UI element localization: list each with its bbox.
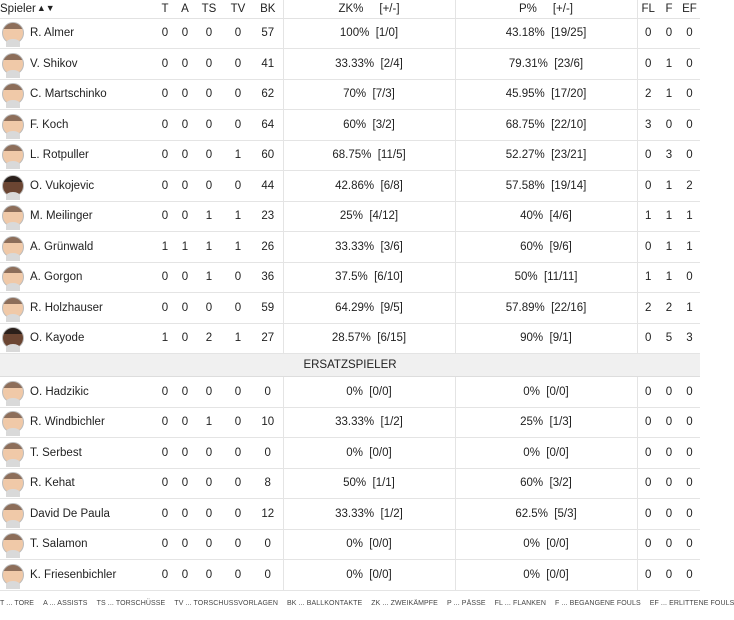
player-avatar: [2, 236, 24, 258]
stat-ts: 0: [195, 560, 223, 591]
player-name[interactable]: T. Salamon: [30, 538, 88, 551]
stat-ts: 1: [195, 201, 223, 232]
stat-a: 0: [175, 49, 195, 80]
stat-t: 0: [155, 499, 175, 530]
stat-p: 0% [0/0]: [455, 529, 637, 560]
stat-tv: 1: [223, 323, 253, 354]
col-header-f[interactable]: F: [659, 0, 679, 18]
stat-ef: 0: [679, 18, 700, 49]
stat-a: 0: [175, 407, 195, 438]
stat-t: 0: [155, 18, 175, 49]
stat-t: 0: [155, 49, 175, 80]
stat-ef: 0: [679, 529, 700, 560]
subs-header-body: [0, 354, 700, 377]
player-avatar: [2, 297, 24, 319]
legend: [0, 591, 734, 607]
player-row[interactable]: [0, 529, 700, 560]
stat-zk: 28.57% [6/15]: [283, 323, 455, 354]
stat-f: 1: [659, 79, 679, 110]
col-header-t[interactable]: T: [155, 0, 175, 18]
player-avatar: [2, 411, 24, 433]
stat-p: 62.5% [5/3]: [455, 499, 637, 530]
stat-bk: 23: [253, 201, 283, 232]
stat-tv: 0: [223, 171, 253, 202]
stat-ef: 0: [679, 110, 700, 141]
stat-bk: 0: [253, 438, 283, 469]
player-avatar: [2, 83, 24, 105]
stat-p: 57.89% [22/16]: [455, 293, 637, 324]
player-name[interactable]: A. Grünwald: [30, 240, 94, 253]
stat-p: 79.31% [23/6]: [455, 49, 637, 80]
stat-a: 0: [175, 140, 195, 171]
player-avatar: [2, 472, 24, 494]
player-cell[interactable]: [0, 468, 155, 499]
player-name[interactable]: T. Serbest: [30, 446, 82, 459]
player-avatar: [2, 175, 24, 197]
player-cell[interactable]: [0, 201, 155, 232]
stat-bk: 44: [253, 171, 283, 202]
stat-fl: 0: [637, 323, 659, 354]
stat-ts: 0: [195, 18, 223, 49]
stat-t: 0: [155, 79, 175, 110]
stat-ts: 0: [195, 79, 223, 110]
stat-t: 0: [155, 140, 175, 171]
player-row[interactable]: [0, 140, 700, 171]
stat-ts: 0: [195, 529, 223, 560]
stat-f: 0: [659, 438, 679, 469]
stat-ts: 0: [195, 499, 223, 530]
stat-p: 45.95% [17/20]: [455, 79, 637, 110]
player-row[interactable]: [0, 377, 700, 408]
player-cell[interactable]: [0, 293, 155, 324]
stat-f: 0: [659, 529, 679, 560]
col-header-spieler-label: Spieler: [0, 2, 36, 15]
player-row[interactable]: [0, 323, 700, 354]
stat-zk: 33.33% [3/6]: [283, 232, 455, 263]
player-name[interactable]: R. Almer: [30, 27, 75, 40]
legend-item: A ... ASSISTS: [43, 599, 88, 607]
col-header-tv[interactable]: TV: [223, 0, 253, 18]
player-avatar: [2, 533, 24, 555]
stat-f: 0: [659, 499, 679, 530]
stat-f: 1: [659, 49, 679, 80]
stat-ef: 0: [679, 262, 700, 293]
col-header-ef[interactable]: EF: [679, 0, 700, 18]
stat-zk: 37.5% [6/10]: [283, 262, 455, 293]
stat-a: 0: [175, 293, 195, 324]
player-name[interactable]: O. Vukojevic: [30, 179, 95, 192]
stat-ef: 0: [679, 79, 700, 110]
player-cell[interactable]: [0, 171, 155, 202]
stat-a: 0: [175, 468, 195, 499]
stat-p: 57.58% [19/14]: [455, 171, 637, 202]
col-header-bk[interactable]: BK: [253, 0, 283, 18]
stat-tv: 1: [223, 201, 253, 232]
stat-f: 1: [659, 232, 679, 263]
player-row[interactable]: [0, 499, 700, 530]
stat-f: 0: [659, 407, 679, 438]
stat-ef: 0: [679, 140, 700, 171]
stat-ef: 3: [679, 323, 700, 354]
stat-bk: 0: [253, 560, 283, 591]
stat-ts: 0: [195, 110, 223, 141]
stat-tv: 0: [223, 377, 253, 408]
stat-ts: 0: [195, 438, 223, 469]
player-avatar: [2, 22, 24, 44]
stat-ef: 0: [679, 438, 700, 469]
stat-tv: 0: [223, 18, 253, 49]
player-row[interactable]: [0, 438, 700, 469]
player-avatar: [2, 503, 24, 525]
player-cell[interactable]: [0, 262, 155, 293]
stat-bk: 59: [253, 293, 283, 324]
legend-item: ZK ... ZWEIKÄMPFE: [371, 599, 438, 607]
stat-bk: 0: [253, 529, 283, 560]
legend-item: FL ... FLANKEN: [494, 599, 546, 607]
stat-f: 5: [659, 323, 679, 354]
stat-tv: 0: [223, 468, 253, 499]
stat-fl: 0: [637, 377, 659, 408]
stat-ef: 2: [679, 171, 700, 202]
stat-t: 0: [155, 529, 175, 560]
player-avatar: [2, 205, 24, 227]
stat-p: 50% [11/11]: [455, 262, 637, 293]
stat-tv: 1: [223, 232, 253, 263]
player-name[interactable]: R. Kehat: [30, 477, 75, 490]
player-cell[interactable]: [0, 499, 155, 530]
player-row[interactable]: [0, 201, 700, 232]
stat-tv: 0: [223, 560, 253, 591]
stat-fl: 2: [637, 293, 659, 324]
legend-item: P ... PÄSSE: [446, 599, 486, 607]
stat-bk: 0: [253, 377, 283, 408]
stat-ts: 1: [195, 262, 223, 293]
stat-p: 43.18% [19/25]: [455, 18, 637, 49]
stat-t: 0: [155, 171, 175, 202]
player-name[interactable]: O. Hadzikic: [30, 385, 89, 398]
stat-fl: 0: [637, 171, 659, 202]
stat-bk: 36: [253, 262, 283, 293]
stat-fl: 0: [637, 529, 659, 560]
legend-item: BK ... BALLKONTAKTE: [286, 599, 363, 607]
player-row[interactable]: [0, 560, 700, 591]
stat-p: 0% [0/0]: [455, 560, 637, 591]
player-avatar: [2, 53, 24, 75]
stat-ts: 1: [195, 407, 223, 438]
player-avatar: [2, 266, 24, 288]
stat-a: 0: [175, 323, 195, 354]
stat-zk: 42.86% [6/8]: [283, 171, 455, 202]
stat-t: 0: [155, 262, 175, 293]
stat-t: 0: [155, 110, 175, 141]
player-cell[interactable]: [0, 49, 155, 80]
player-row[interactable]: [0, 49, 700, 80]
stat-fl: 1: [637, 201, 659, 232]
player-name[interactable]: C. Martschinko: [30, 88, 107, 101]
player-name[interactable]: L. Rotpuller: [30, 149, 89, 162]
subs-header-row: [0, 354, 700, 377]
stat-a: 0: [175, 438, 195, 469]
stat-bk: 41: [253, 49, 283, 80]
stat-a: 0: [175, 171, 195, 202]
player-name[interactable]: K. Friesenbichler: [30, 568, 117, 581]
stat-bk: 10: [253, 407, 283, 438]
stat-zk: 68.75% [11/5]: [283, 140, 455, 171]
player-cell[interactable]: [0, 232, 155, 263]
stat-p: 52.27% [23/21]: [455, 140, 637, 171]
stat-t: 0: [155, 468, 175, 499]
stat-bk: 64: [253, 110, 283, 141]
stat-fl: 3: [637, 110, 659, 141]
player-avatar: [2, 564, 24, 586]
stat-zk: 33.33% [1/2]: [283, 407, 455, 438]
stat-tv: 0: [223, 293, 253, 324]
stat-zk: 33.33% [2/4]: [283, 49, 455, 80]
col-header-a[interactable]: A: [175, 0, 195, 18]
stat-p: 60% [9/6]: [455, 232, 637, 263]
player-cell[interactable]: [0, 377, 155, 408]
player-row[interactable]: [0, 262, 700, 293]
table-header-row: [0, 0, 700, 18]
stat-a: 0: [175, 499, 195, 530]
stat-p: 90% [9/1]: [455, 323, 637, 354]
player-name[interactable]: F. Koch: [30, 118, 69, 131]
stat-p: 68.75% [22/10]: [455, 110, 637, 141]
stat-tv: 0: [223, 438, 253, 469]
stat-zk: 0% [0/0]: [283, 529, 455, 560]
stat-bk: 26: [253, 232, 283, 263]
stat-fl: 0: [637, 468, 659, 499]
stat-t: 0: [155, 438, 175, 469]
player-avatar: [2, 327, 24, 349]
player-cell[interactable]: [0, 323, 155, 354]
player-row[interactable]: [0, 407, 700, 438]
stat-f: 1: [659, 262, 679, 293]
sort-updown-icon[interactable]: ▲▼: [36, 2, 55, 13]
player-row[interactable]: [0, 110, 700, 141]
stat-a: 0: [175, 79, 195, 110]
stat-a: 0: [175, 110, 195, 141]
stat-t: 1: [155, 323, 175, 354]
subs-header-label: ERSATZSPIELER: [0, 354, 700, 377]
stat-ef: 0: [679, 407, 700, 438]
stat-tv: 0: [223, 49, 253, 80]
legend-item: TV ... TORSCHUSSVORLAGEN: [174, 599, 278, 607]
player-avatar: [2, 114, 24, 136]
stat-zk: 25% [4/12]: [283, 201, 455, 232]
stat-bk: 12: [253, 499, 283, 530]
stat-fl: 1: [637, 262, 659, 293]
player-name[interactable]: A. Gorgon: [30, 271, 83, 284]
stat-t: 1: [155, 232, 175, 263]
stat-fl: 0: [637, 18, 659, 49]
stat-f: 0: [659, 468, 679, 499]
stat-bk: 27: [253, 323, 283, 354]
player-cell[interactable]: [0, 560, 155, 591]
stat-tv: 0: [223, 499, 253, 530]
legend-item: F ... BEGANGENE FOULS: [554, 599, 641, 607]
col-header-zk[interactable]: ZK% [+/-]: [283, 0, 455, 18]
stat-ts: 2: [195, 323, 223, 354]
stat-zk: 100% [1/0]: [283, 18, 455, 49]
stat-bk: 8: [253, 468, 283, 499]
stat-ef: 1: [679, 201, 700, 232]
stat-f: 0: [659, 377, 679, 408]
stat-ef: 0: [679, 49, 700, 80]
stat-zk: 33.33% [1/2]: [283, 499, 455, 530]
stat-zk: 0% [0/0]: [283, 560, 455, 591]
stat-ef: 0: [679, 560, 700, 591]
player-cell[interactable]: [0, 529, 155, 560]
stat-tv: 0: [223, 262, 253, 293]
stat-bk: 62: [253, 79, 283, 110]
stat-tv: 0: [223, 529, 253, 560]
stat-zk: 64.29% [9/5]: [283, 293, 455, 324]
player-cell[interactable]: [0, 140, 155, 171]
stat-ef: 0: [679, 468, 700, 499]
stat-zk: 0% [0/0]: [283, 438, 455, 469]
stat-zk: 60% [3/2]: [283, 110, 455, 141]
stat-f: 0: [659, 110, 679, 141]
stat-ef: 1: [679, 293, 700, 324]
subs-body: [0, 377, 700, 591]
player-name[interactable]: V. Shikov: [30, 57, 78, 70]
stat-t: 0: [155, 560, 175, 591]
legend-item: TS ... TORSCHÜSSE: [96, 599, 166, 607]
stat-bk: 57: [253, 18, 283, 49]
stat-p: 0% [0/0]: [455, 377, 637, 408]
stat-a: 1: [175, 232, 195, 263]
player-cell[interactable]: [0, 18, 155, 49]
legend-item: EF ... ERLITTENE FOULS: [649, 599, 734, 607]
player-row[interactable]: [0, 18, 700, 49]
stat-p: 0% [0/0]: [455, 438, 637, 469]
stat-fl: 0: [637, 140, 659, 171]
player-row[interactable]: [0, 171, 700, 202]
stat-ts: 0: [195, 171, 223, 202]
player-avatar: [2, 381, 24, 403]
stat-fl: 2: [637, 79, 659, 110]
stat-f: 2: [659, 293, 679, 324]
stat-a: 0: [175, 18, 195, 49]
stat-tv: 0: [223, 110, 253, 141]
stat-ef: 0: [679, 377, 700, 408]
player-avatar: [2, 442, 24, 464]
stat-ts: 0: [195, 468, 223, 499]
stat-ef: 1: [679, 232, 700, 263]
stat-tv: 1: [223, 140, 253, 171]
stat-f: 1: [659, 171, 679, 202]
player-avatar: [2, 144, 24, 166]
stat-t: 0: [155, 407, 175, 438]
player-name[interactable]: O. Kayode: [30, 332, 85, 345]
stat-fl: 0: [637, 438, 659, 469]
col-header-p[interactable]: P% [+/-]: [455, 0, 637, 18]
col-header-fl[interactable]: FL: [637, 0, 659, 18]
player-row[interactable]: [0, 232, 700, 263]
legend-item: T ... TORE: [0, 599, 35, 607]
stat-t: 0: [155, 293, 175, 324]
player-cell[interactable]: [0, 110, 155, 141]
stat-fl: 0: [637, 560, 659, 591]
player-name[interactable]: M. Meilinger: [30, 210, 93, 223]
stat-t: 0: [155, 201, 175, 232]
stat-bk: 60: [253, 140, 283, 171]
stat-p: 40% [4/6]: [455, 201, 637, 232]
starters-body: [0, 18, 700, 354]
player-row[interactable]: [0, 79, 700, 110]
stat-f: 0: [659, 18, 679, 49]
stat-a: 0: [175, 377, 195, 408]
player-row[interactable]: [0, 468, 700, 499]
stat-ts: 1: [195, 232, 223, 263]
stat-ts: 0: [195, 293, 223, 324]
player-name[interactable]: R. Holzhauser: [30, 301, 103, 314]
stat-ef: 0: [679, 499, 700, 530]
stat-f: 3: [659, 140, 679, 171]
stat-p: 60% [3/2]: [455, 468, 637, 499]
stat-fl: 0: [637, 49, 659, 80]
player-name[interactable]: R. Windbichler: [30, 416, 105, 429]
stat-tv: 0: [223, 79, 253, 110]
stat-p: 25% [1/3]: [455, 407, 637, 438]
player-cell[interactable]: [0, 438, 155, 469]
stat-a: 0: [175, 560, 195, 591]
stat-t: 0: [155, 377, 175, 408]
col-header-spieler[interactable]: [0, 0, 155, 18]
stat-zk: 50% [1/1]: [283, 468, 455, 499]
player-row[interactable]: [0, 293, 700, 324]
player-cell[interactable]: [0, 79, 155, 110]
stat-zk: 0% [0/0]: [283, 377, 455, 408]
stat-fl: 0: [637, 232, 659, 263]
col-header-ts[interactable]: TS: [195, 0, 223, 18]
stat-tv: 0: [223, 407, 253, 438]
stat-f: 0: [659, 560, 679, 591]
stat-f: 1: [659, 201, 679, 232]
stat-zk: 70% [7/3]: [283, 79, 455, 110]
player-cell[interactable]: [0, 407, 155, 438]
player-name[interactable]: David De Paula: [30, 507, 110, 520]
stat-fl: 0: [637, 499, 659, 530]
stat-a: 0: [175, 201, 195, 232]
stat-ts: 0: [195, 140, 223, 171]
stat-a: 0: [175, 262, 195, 293]
stat-ts: 0: [195, 377, 223, 408]
stat-ts: 0: [195, 49, 223, 80]
stat-fl: 0: [637, 407, 659, 438]
stat-a: 0: [175, 529, 195, 560]
